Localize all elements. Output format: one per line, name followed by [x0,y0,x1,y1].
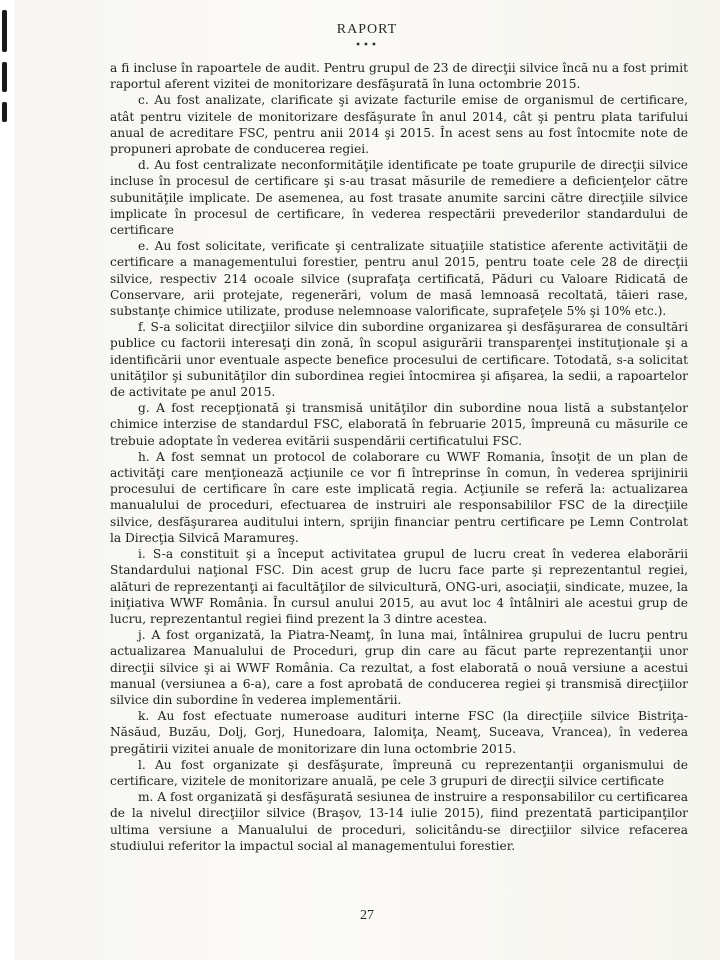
report-paragraph: e. Au fost solicitate, verificate şi centralizate situaţiile statistice aferente activităţii de certificare a managementului forestier, pentru anul 2015, pentru toate cele 28 de direcţii silvice, respectiv 214 ocoale silvice (suprafaţa certificată, Păduri cu Valoare Ridicată de Conservare, arii protejate, regenerări, volum de masă lemnoasă recoltată, tăieri rase, substanţe chimice utilizate, produse nelemnoase valorificate, suprafeţele 5% şi 10% etc.). [110,239,688,319]
report-paragraph: f. S-a solicitat direcţiilor silvice din subordine organizarea şi desfăşurarea de consultări publice cu factorii interesaţi din zonă, în scopul asigurării transparenţei instituţionale şi a identificării unor eventuale aspecte benefice procesului de certificare. Totodată, s-a solicitat unităţilor şi subunităţilor din subordinea regiei întocmirea şi afişarea, la sedii, a rapoartelor de activitate pe anul 2015. [110,320,688,400]
page-number: 27 [360,908,374,923]
report-paragraph: l. Au fost organizate şi desfăşurate, împreună cu reprezentanţii organismului de certificare, vizitele de monitorizare anuală, pe cele 3 grupuri de direcţii silvice certificate [110,757,688,788]
report-paragraph: a fi incluse în rapoartele de audit. Pentru grupul de 23 de direcţii silvice încă nu a fost primit raportul aferent vizitei de monitorizare desfăşurată în luna octombrie 2015. [110,61,688,92]
report-body [110,60,688,854]
report-paragraph: i. S-a constituit şi a început activitatea grupul de lucru creat în vederea elaborării Standardului naţional FSC. Din acest grup de lucru face parte şi reprezentantul regiei, alături de reprezentanţi ai facultăţilor de silvicultură, ONG-uri, asociaţii, sindicate, muzee, la iniţiativa WWF România. În cursul anului 2015, au avut loc 4 întâlniri ale acestui grup de lucru, reprezentantul regiei fiind prezent la 3 dintre acestea. [110,547,688,626]
binder-edge [0,0,14,960]
report-paragraph: k. Au fost efectuate numeroase audituri interne FSC (la direcţiile silvice Bistriţa-Năsăud, Buzău, Dolj, Gorj, Hunedoara, Ialomiţa, Neamţ, Suceava, Vrancea), în vederea pregătirii vizitei anuale de monitorizare din luna octombrie 2015. [110,709,688,756]
report-paragraph: j. A fost organizată, la Piatra-Neamţ, în luna mai, întâlnirea grupului de lucru pentru actualizarea Manualului de Proceduri, grup din care au făcut parte reprezentanţii unor direcţii silvice şi ai WWF România. Ca rezultat, a fost elaborată o nouă versiune a acestui manual (versiunea a 6-a), care a fost aprobată de conducerea regiei şi transmisă direcţiilor silvice din subordine în vederea implementării. [110,628,688,707]
report-paragraph: m. A fost organizată şi desfăşurată sesiunea de instruire a responsabililor cu certificarea de la nivelul direcţiilor silvice (Braşov, 13-14 iulie 2015), fiind prezentată participanţilor ultima versiune a Manualului de proceduri, solicitându-se direcţiilor silvice refacerea studiului referitor la impactul social al managementului forestier. [110,790,688,853]
binder-ring [2,102,7,122]
binder-ring [2,62,7,92]
report-paragraph: h. A fost semnat un protocol de colaborare cu WWF Romania, însoţit de un plan de activităţi care menţionează acţiunile ce vor fi întreprinse în comun, în vederea sprijinirii procesului de certificare în care este implicată regia. Acţiunile se referă la: actualizarea manualului de proceduri, efectuarea de instruiri ale responsabililor FSC de la direcţiile silvice, desfăşurarea auditului intern, sprijin financiar pentru certificare pe Lemn Controlat la Direcţia Silvică Maramureş. [110,449,688,545]
document-page [14,0,720,960]
report-paragraph: c. Au fost analizate, clarificate şi avizate facturile emise de organismul de certificare, atât pentru vizitele de monitorizare desfăşurate în anul 2014, cât şi pentru plata tarifului anual de acreditare FSC, pentru anii 2014 şi 2015. În acest sens au fost întocmite note de propuneri aprobate de conducerea regiei. [110,93,688,157]
page-header-title: RAPORT [336,22,398,37]
report-paragraph: d. Au fost centralizate neconformităţile identificate pe toate grupurile de direcţii silvice incluse în procesul de certificare şi s-au trasat măsurile de remediere a deficienţelor către subunităţile implicate. De asemenea, au fost trasate anumite sarcini către direcţiile silvice implicate în procesul de certificare, în vederea respectării prevederilor standardului de certificare [110,158,688,238]
binder-ring [2,10,7,52]
report-paragraph: g. A fost recepţionată şi transmisă unităţilor din subordine noua listă a substanţelor chimice interzise de standardul FSC, elaborată în februarie 2015, împreună cu măsurile ce trebuie adoptate în vederea evitării suspendării certificatului FSC. [110,401,688,448]
page-header-ornament: ••• [355,40,379,51]
